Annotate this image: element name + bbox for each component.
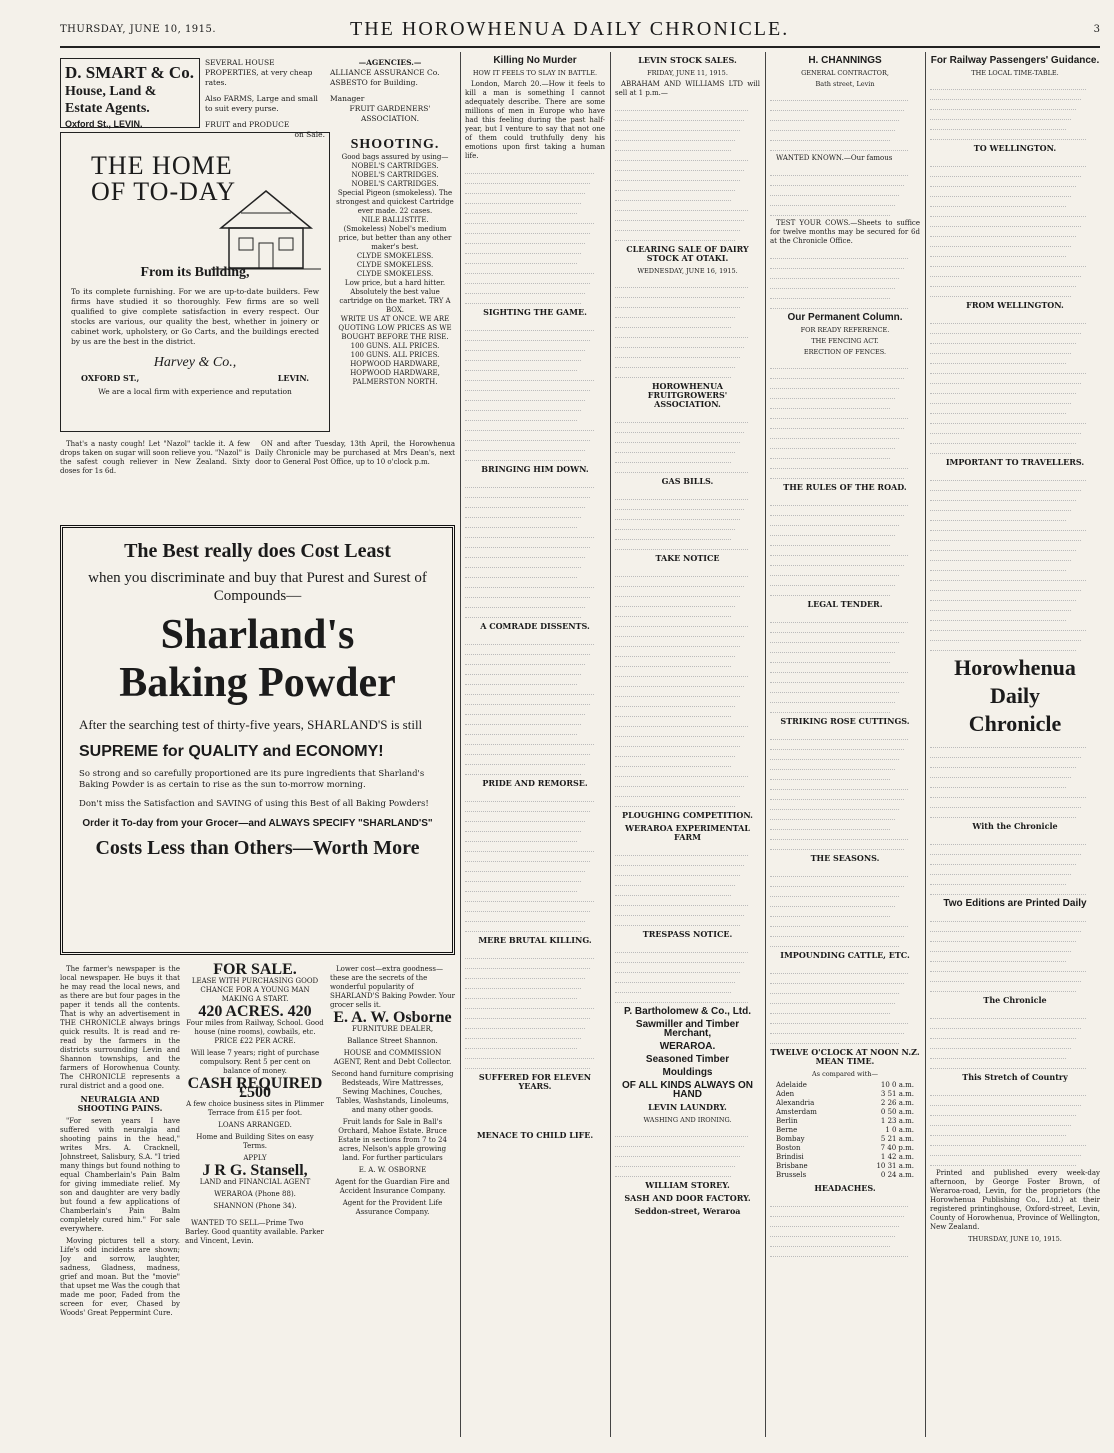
chronicle-masthead1: Horowhenua [954, 655, 1076, 680]
factory-seddon: Seddon-street, Weraroa [634, 1206, 741, 1216]
home-body: To its complete furnishing. For we are up-to-date builders. Few firms have studied it so thoroughly. Few firms are so well qualified to give complete satisfaction in every respect. Our stocks are various, our quality the best, whether in joinery or cabinet work, upholstery, or Go Carts, and the buildings erected by us are the best in the district. [71, 287, 319, 346]
sharland-small1: So strong and so carefully proportioned are its pure ingredients that Sharland's Baking Powder is as certain to rise as the sun to-morrow morning. [79, 769, 425, 790]
time-city: Berlin [776, 1117, 798, 1125]
home-title2: OF TO-DAY [91, 177, 237, 206]
time-city: Alexandria [776, 1099, 815, 1107]
time-city: Brisbane [776, 1162, 808, 1170]
harvey-street: OXFORD ST., [81, 373, 140, 383]
newspaper-title: THE HOROWHENUA DAILY CHRONICLE. [350, 18, 790, 40]
time-row [776, 1108, 914, 1117]
osborne-line: HOUSE and COMMISSION AGENT, Rent and Debt Collector. [333, 1049, 452, 1066]
time-row [776, 1081, 914, 1090]
column-rule [925, 52, 926, 1437]
notice-weraroa: WERAROA EXPERIMENTAL FARM [625, 823, 750, 842]
wanted-text: WANTED KNOWN.—Our famous [776, 154, 893, 162]
filler-text [770, 496, 920, 596]
filler-text [770, 867, 920, 947]
hacking-text: WANTED TO SELL—Prime Two Barley. Good quantity available. Parker and Vincent, Levin. [185, 1219, 324, 1245]
agencies-line: ALLIANCE ASSURANCE Co. [330, 68, 440, 77]
filler-text [930, 80, 1100, 140]
article-subhead: A COMRADE DISSENTS. [480, 621, 590, 631]
time-row [776, 1117, 914, 1126]
bottom-left-column [60, 965, 180, 1435]
filler-text [770, 730, 920, 850]
printed-text: Printed and published every week-day afternoon, by George Foster Brown, of Weraroa-road, Levin, for the proprietors (the Horowhenua Publishing Co., Ltd.) at their registered printinghouse, Oxford-street, Levin, County of Horowhenua, Province of Wellington, New Zealand. [930, 1169, 1100, 1231]
filler-text [930, 1086, 1100, 1166]
timber-wer: WERAROA. [659, 1041, 716, 1052]
time-value: 7 40 p.m. [880, 1144, 914, 1152]
shooting-line: WRITE US AT ONCE. WE ARE QUOTING LOW PRICES AS WE BOUGHT BEFORE THE RISE. [338, 315, 452, 341]
article-subhead: SIGHTING THE GAME. [483, 307, 587, 317]
stretch-head: This Stretch of Country [962, 1072, 1068, 1082]
agencies-line: FRUIT GARDENERS' ASSOCIATION. [349, 104, 431, 123]
column-rule [610, 52, 611, 1437]
railway-title: For Railway Passengers' Guidance. [930, 55, 1100, 66]
notice-friday: FRIDAY, JUNE 11, 1915. [647, 69, 728, 77]
osborne-ad [330, 965, 455, 1435]
to-wellington: TO WELLINGTON. [973, 143, 1057, 153]
twelve-head: TWELVE O'CLOCK AT NOON N.Z. MEAN TIME. [770, 1047, 920, 1066]
several-line: FRUIT and PRODUCE [205, 120, 290, 129]
forsale-line: J R G. Stansell, [202, 1162, 308, 1179]
col6-placeholder [770, 52, 920, 53]
filler-text [930, 314, 1100, 454]
with-head: With the Chronicle [972, 821, 1058, 831]
filler-text [465, 792, 605, 932]
sharland-small2: Don't miss the Satisfaction and SAVING of using this Best of all Baking Powders! [79, 799, 429, 809]
reference-column [770, 52, 920, 1437]
time-value: 1 0 a.m. [885, 1126, 914, 1134]
time-row [776, 1171, 914, 1180]
filler-text [465, 478, 605, 618]
time-row [776, 1099, 914, 1108]
shooting-line: NOBEL'S CARTRIDGES. [351, 171, 439, 179]
sharland-ad [60, 525, 455, 955]
filler-text [770, 249, 920, 309]
seasons-head: THE SEASONS. [810, 853, 880, 863]
time-value: 0 24 a.m. [880, 1171, 914, 1179]
forsale-line: Will lease 7 years; right of purchase compulsory. Rent 5 per cent on balance of money. [190, 1049, 320, 1075]
sharland-brand2: Baking Powder [119, 660, 396, 706]
shooting-line: CLYDE SMOKELESS. [356, 252, 434, 260]
filler-text [770, 1197, 920, 1257]
shooting-line: 100 GUNS. ALL PRICES. [350, 351, 440, 359]
time-city: Amsterdam [776, 1108, 817, 1116]
masthead [60, 20, 1100, 48]
osborne-line: Agent for the Guardian Fire and Accident Insurance Company. [335, 1178, 450, 1195]
two-head: Two Editions are Printed Daily [943, 898, 1087, 909]
time-value: 10 31 a.m. [876, 1162, 914, 1170]
suffered-head: SUFFERED FOR ELEVEN YEARS. [478, 1072, 592, 1091]
osborne-line: Ballance Street Shannon. [347, 1037, 438, 1045]
timber-sawmiller: Sawmiller and Timber Merchant, [635, 1019, 740, 1039]
time-value: 1 42 a.m. [880, 1153, 914, 1161]
smart-address: Oxford St., LEVIN. [65, 119, 143, 129]
time-value: 10 0 a.m. [880, 1081, 914, 1089]
several-line: Also FARMS, Large and small to suit every purse. [205, 94, 318, 113]
filler-text [465, 635, 605, 775]
time-city: Adelaide [776, 1081, 807, 1089]
sharland-order: Order it To-day from your Grocer—and ALWAYS SPECIFY "SHARLAND'S" [82, 818, 433, 829]
shooting-line: NOBEL'S CARTRIDGES. [351, 180, 439, 188]
time-row [776, 1090, 914, 1099]
several-ad [205, 58, 325, 139]
time-value: 0 50 a.m. [880, 1108, 914, 1116]
osborne-lower: Lower cost—extra goodness—these are the secrets of the wonderful popularity of SHARLAND'S Baking Powder. Your grocer sells it. [330, 965, 455, 1009]
osborne-line: Second hand furniture comprising Bedsteads, Wire Mattresses, Sewing Machines, Couches, Tables, Washstands, Linoleums, and many other goods. [331, 1070, 454, 1114]
important-head: IMPORTANT TO TRAVELLERS. [945, 457, 1085, 467]
agencies-ad [330, 58, 450, 128]
time-row [776, 1135, 914, 1144]
sharland-brand1: Sharland's [160, 612, 355, 658]
chronicle-masthead3: Chronicle [968, 711, 1062, 736]
chronicle-head: The Chronicle [983, 995, 1047, 1005]
harvey-address [81, 373, 309, 383]
shooting-title: SHOOTING. [350, 137, 440, 152]
notice-trespass: TRESPASS NOTICE. [642, 929, 733, 939]
shooting-line: NOBEL'S CARTRIDGES. [351, 162, 439, 170]
notice-clearing: CLEARING SALE OF DAIRY STOCK AT OTAKI. [626, 244, 749, 263]
permanent-title: Our Permanent Column. [787, 312, 903, 323]
factory-sash: SASH AND DOOR FACTORY. [624, 1193, 751, 1203]
time-value: 2 26 a.m. [880, 1099, 914, 1107]
forsale-line: Four miles from Railway, School. Good house (nine rooms), cowbails, etc. PRICE £22 PER ACRE. [186, 1019, 324, 1045]
shooting-line: HOPWOOD HARDWARE, [350, 360, 440, 368]
harvey-town: LEVIN. [277, 373, 309, 383]
filler-text [770, 964, 920, 1044]
shooting-line: 100 GUNS. ALL PRICES. [350, 342, 440, 350]
forsale-title: FOR SALE. [213, 961, 297, 978]
home-of-today-ad [60, 132, 330, 432]
home-title1: THE HOME [91, 151, 233, 180]
filler-text [615, 101, 760, 241]
filler-text [615, 1127, 760, 1177]
shooting-line: Low price, but a hard hitter. Absolutely the best value cartridge on the market. TRY A BOX. [339, 279, 451, 314]
house-illustration [211, 183, 321, 273]
time-row [776, 1153, 914, 1162]
notice-levin: LEVIN STOCK SALES. [638, 55, 737, 65]
contractor-channings: H. CHANNINGS [808, 55, 882, 66]
time-row [776, 1162, 914, 1171]
time-city: Brussels [776, 1171, 807, 1179]
smart-ad [60, 58, 200, 128]
neuralgia-head: NEURALGIA AND SHOOTING PAINS. [77, 1094, 163, 1113]
time-city: Bombay [776, 1135, 805, 1143]
forsale-line: LAND and FINANCIAL AGENT [199, 1178, 311, 1186]
agencies-title: —AGENCIES.— [358, 58, 422, 67]
article-subhead: MERE BRUTAL KILLING. [478, 935, 592, 945]
page-number: 3 [1093, 24, 1100, 35]
harvey-name: Harvey & Co., [153, 355, 237, 370]
time-city: Aden [776, 1090, 795, 1098]
notice-take: TAKE NOTICE [655, 553, 720, 563]
several-line: on Sale. [294, 130, 325, 139]
time-value: 3 51 a.m. [880, 1090, 914, 1098]
notice-ad [255, 440, 455, 520]
perm-erection: ERECTION OF FENCES. [803, 348, 887, 356]
forsale-lines [185, 977, 325, 1211]
filler-text [930, 471, 1100, 651]
reference-sections [770, 56, 920, 1257]
forsale-line: WERAROA (Phone 88). [214, 1190, 296, 1198]
osborne-name: E. A. W. Osborne [333, 1009, 452, 1026]
filler-text [465, 164, 605, 304]
column-rule [765, 52, 766, 1437]
forsale-line: 420 ACRES. 420 [198, 1003, 312, 1020]
notice-washing: WASHING AND IRONING. [643, 1116, 732, 1124]
forsale-line: Home and Building Sites on easy Terms. [196, 1133, 314, 1150]
time-city: Brindisi [776, 1153, 804, 1161]
time-city: Berne [776, 1126, 798, 1134]
notices-sections [615, 56, 760, 1216]
time-value: 5 21 a.m. [880, 1135, 914, 1143]
forsale-ad [185, 961, 325, 1435]
article-column [465, 52, 605, 1437]
from-wellington: FROM WELLINGTON. [966, 300, 1064, 310]
article-sections [465, 164, 605, 1069]
smart-line2: Estate Agents. [65, 101, 150, 116]
article-title: Killing No Murder [493, 55, 577, 66]
issue-date: THURSDAY, JUNE 10, 1915. [60, 24, 217, 35]
timetable: THE LOCAL TIME-TABLE. [971, 69, 1059, 77]
railway-column [930, 52, 1100, 1437]
filler-text [615, 567, 760, 807]
forsale-line: LOANS ARRANGED. [218, 1121, 292, 1129]
filler-text [615, 943, 760, 1003]
shooting-lines [335, 153, 455, 387]
sharland-best: The Best really does Cost Least [124, 540, 391, 562]
forsale-line: LEASE WITH PURCHASING GOOD CHANCE FOR A YOUNG MAN MAKING A START. [191, 977, 319, 1003]
time-value: 1 23 a.m. [880, 1117, 914, 1125]
osborne-line: E. A. W. OSBORNE [358, 1166, 427, 1174]
sharland-when: when you discriminate and buy that Purest and Surest of Compounds— [88, 570, 427, 604]
compared-text: As compared with— [812, 1070, 878, 1078]
article-body: London, March 20.—How it feels to kill a man is something I cannot adequately describe. There are some millions of men in Europe who have had this feeling during the past half-year, but I venture to say that not one of them could truthfully deny his emotions upon first taking a human life. [465, 80, 605, 160]
shooting-line: CLYDE SMOKELESS. [356, 270, 434, 278]
neuralgia-body: "For seven years I have suffered with neuralgia and shooting pains in the head," writes Mrs. A. Cracknell, Johnstreet, Salisbury, S.A. "I tried many things but found nothing to equal Chamberlain's Pain Balm for giving immediate relief. My son and daughter are very badly but found a few applications of Chamberlain's Pain Balm completely cured him." For sale everywhere. [60, 1117, 180, 1233]
legal-head: LEGAL TENDER. [807, 599, 883, 609]
contractor-contractor: GENERAL CONTRACTOR, [801, 69, 889, 77]
agencies-line: Manager [330, 94, 365, 103]
harvey-slogan: We are a local firm with experience and reputation [98, 387, 292, 396]
forsale-line: APPLY [243, 1154, 267, 1162]
forsale-line: SHANNON (Phone 34). [213, 1202, 297, 1210]
timber-mouldings: Mouldings [662, 1067, 713, 1078]
timber-seasoned: Seasoned Timber [645, 1054, 730, 1065]
test-text: TEST YOUR COWS.—Sheets to suffice for twelve months may be secured for 6d at the Chronicle Office. [770, 219, 920, 245]
smart-line1: House, Land & [65, 84, 157, 99]
article-subhead: BRINGING HIM DOWN. [481, 464, 589, 474]
notice-wednesday: WEDNESDAY, JUNE 16, 1915. [637, 267, 738, 275]
time-row [776, 1126, 914, 1135]
home-building: From its Building, [140, 265, 250, 280]
shooting-line: CLYDE SMOKELESS. [356, 261, 434, 269]
filler-text [615, 413, 760, 473]
notices-column [615, 52, 760, 1437]
filler-text [615, 846, 760, 926]
filler-text [615, 490, 760, 550]
filler-text [930, 835, 1100, 895]
filler-text [930, 738, 1100, 818]
railway-sections [930, 56, 1100, 1244]
timber-bartholomew: P. Bartholomew & Co., Ltd. [623, 1006, 752, 1017]
article-subhead: PRIDE AND REMORSE. [482, 778, 588, 788]
shooting-line: HOPWOOD HARDWARE, [350, 369, 440, 377]
sharland-supreme: SUPREME for QUALITY and ECONOMY! [79, 743, 384, 760]
filler-text [770, 166, 920, 216]
agencies-line: ASBESTO for Building. [330, 78, 418, 87]
headaches-head: HEADACHES. [814, 1183, 876, 1193]
timber-kinds: OF ALL KINDS ALWAYS ON HAND [622, 1080, 753, 1100]
notice-laundry: LEVIN LAUNDRY. [648, 1102, 727, 1112]
filler-text [930, 1009, 1100, 1069]
filler-text [930, 912, 1100, 992]
filler-text [465, 949, 605, 1069]
forsale-line: CASH REQUIRED £500 [187, 1075, 323, 1101]
filler-text [770, 359, 920, 479]
shooting-line: (Smokeless) Nobel's medium price, but better than any other maker's best. [338, 225, 452, 251]
several-line: SEVERAL HOUSE PROPERTIES, at very cheap rates. [205, 58, 313, 87]
osborne-line: Agent for the Provident Life Assurance Company. [342, 1199, 443, 1216]
farmer-text: The farmer's newspaper is the local newspaper. He buys it that he may read the local news, and as there are but four pages in the paper it tends all the contents. That is why an advertisement in THE CHRONICLE always brings quick results. It is read and re-read by the farmers in the districts surrounding Levin and Shannon townships, and the farmers of Horowhenua County. The CHRONICLE represents a rural district and a good one. [60, 965, 180, 1090]
notice-horo: HOROWHENUA FRUITGROWERS' ASSOCIATION. [647, 381, 728, 409]
nazol-ad [60, 440, 250, 520]
shooting-line: PALMERSTON NORTH. [352, 378, 438, 386]
time-city: Boston [776, 1144, 801, 1152]
rules-head: THE RULES OF THE ROAD. [783, 482, 907, 492]
sharland-para: After the searching test of thirty-five years, SHARLAND'S is still [79, 717, 423, 732]
notice-text: ON and after Tuesday, 13th April, the Horowhenua Daily Chronicle may be purchased at Mrs Dean's, next door to General Post Office, up to 10 o'clock p.m. [255, 440, 455, 466]
shooting-line: Special Pigeon (smokeless). The strongest and quickest Cartridge ever made. 22 cases. [336, 189, 454, 215]
article-sub: HOW IT FEELS TO SLAY IN BATTLE. [472, 69, 598, 77]
striking-head: STRIKING ROSE CUTTINGS. [780, 716, 910, 726]
forsale-line: A few choice business sites in Plimmer Terrace from £15 per foot. [186, 1100, 324, 1117]
moving-text: Moving pictures tell a story. Life's odd incidents are shown; Joy and sorrow, laughter, sadness, Gladness, madness, grief and moan. But the "movie" that upset me Was the cough that made me poor, Faded from the screen for ever, Chased by Woods' Great Peppermint Cure. [60, 1237, 180, 1317]
smart-name: D. SMART & Co. [65, 63, 194, 82]
time-row [776, 1144, 914, 1153]
factory-storey: WILLIAM STOREY. [645, 1180, 730, 1190]
filler-text [615, 278, 760, 378]
notice-plough: PLOUGHING COMPETITION. [622, 810, 753, 820]
perm-fencing: THE FENCING ACT. [811, 337, 879, 345]
notice-abraham: ABRAHAM AND WILLIAMS LTD will sell at 1 p.m.— [615, 80, 760, 97]
osborne-line: Fruit lands for Sale in Ball's Orchard, Mahoe Estate. Bruce Estate in sections from 7 to 24 acres, Nelson's apple growing land. For further particulars [338, 1118, 447, 1162]
osborne-line: FURNITURE DEALER, [351, 1025, 434, 1033]
menace-head: MENACE TO CHILD LIFE. [476, 1130, 594, 1140]
nazol-text: That's a nasty cough! Let "Nazol" tackle it. A few drops taken on sugar will soon relieve you. "Nazol" is the safest cough reliever in New Zealand. Sixty doses for 1s 6d. [60, 440, 250, 475]
chronicle-masthead2: Daily [989, 683, 1041, 708]
printed-date: THURSDAY, JUNE 10, 1915. [968, 1235, 1062, 1243]
notice-gas: GAS BILLS. [661, 476, 714, 486]
osborne-lines [330, 1025, 455, 1217]
shooting-line: NILE BALLISTITE. [361, 216, 429, 224]
filler-text [465, 321, 605, 461]
shooting-ad [335, 132, 455, 432]
perm-ready: FOR READY REFERENCE. [800, 326, 890, 334]
filler-text [930, 157, 1100, 297]
impound-head: IMPOUNDING CATTLE, ETC. [780, 950, 910, 960]
column-rule [460, 52, 461, 1437]
sharland-costs: Costs Less than Others—Worth More [95, 837, 420, 859]
filler-text [770, 613, 920, 713]
contractor-bath: Bath street, Levin [815, 80, 875, 88]
shooting-line: Good bags assured by using— [341, 153, 449, 161]
filler-text [770, 91, 920, 151]
